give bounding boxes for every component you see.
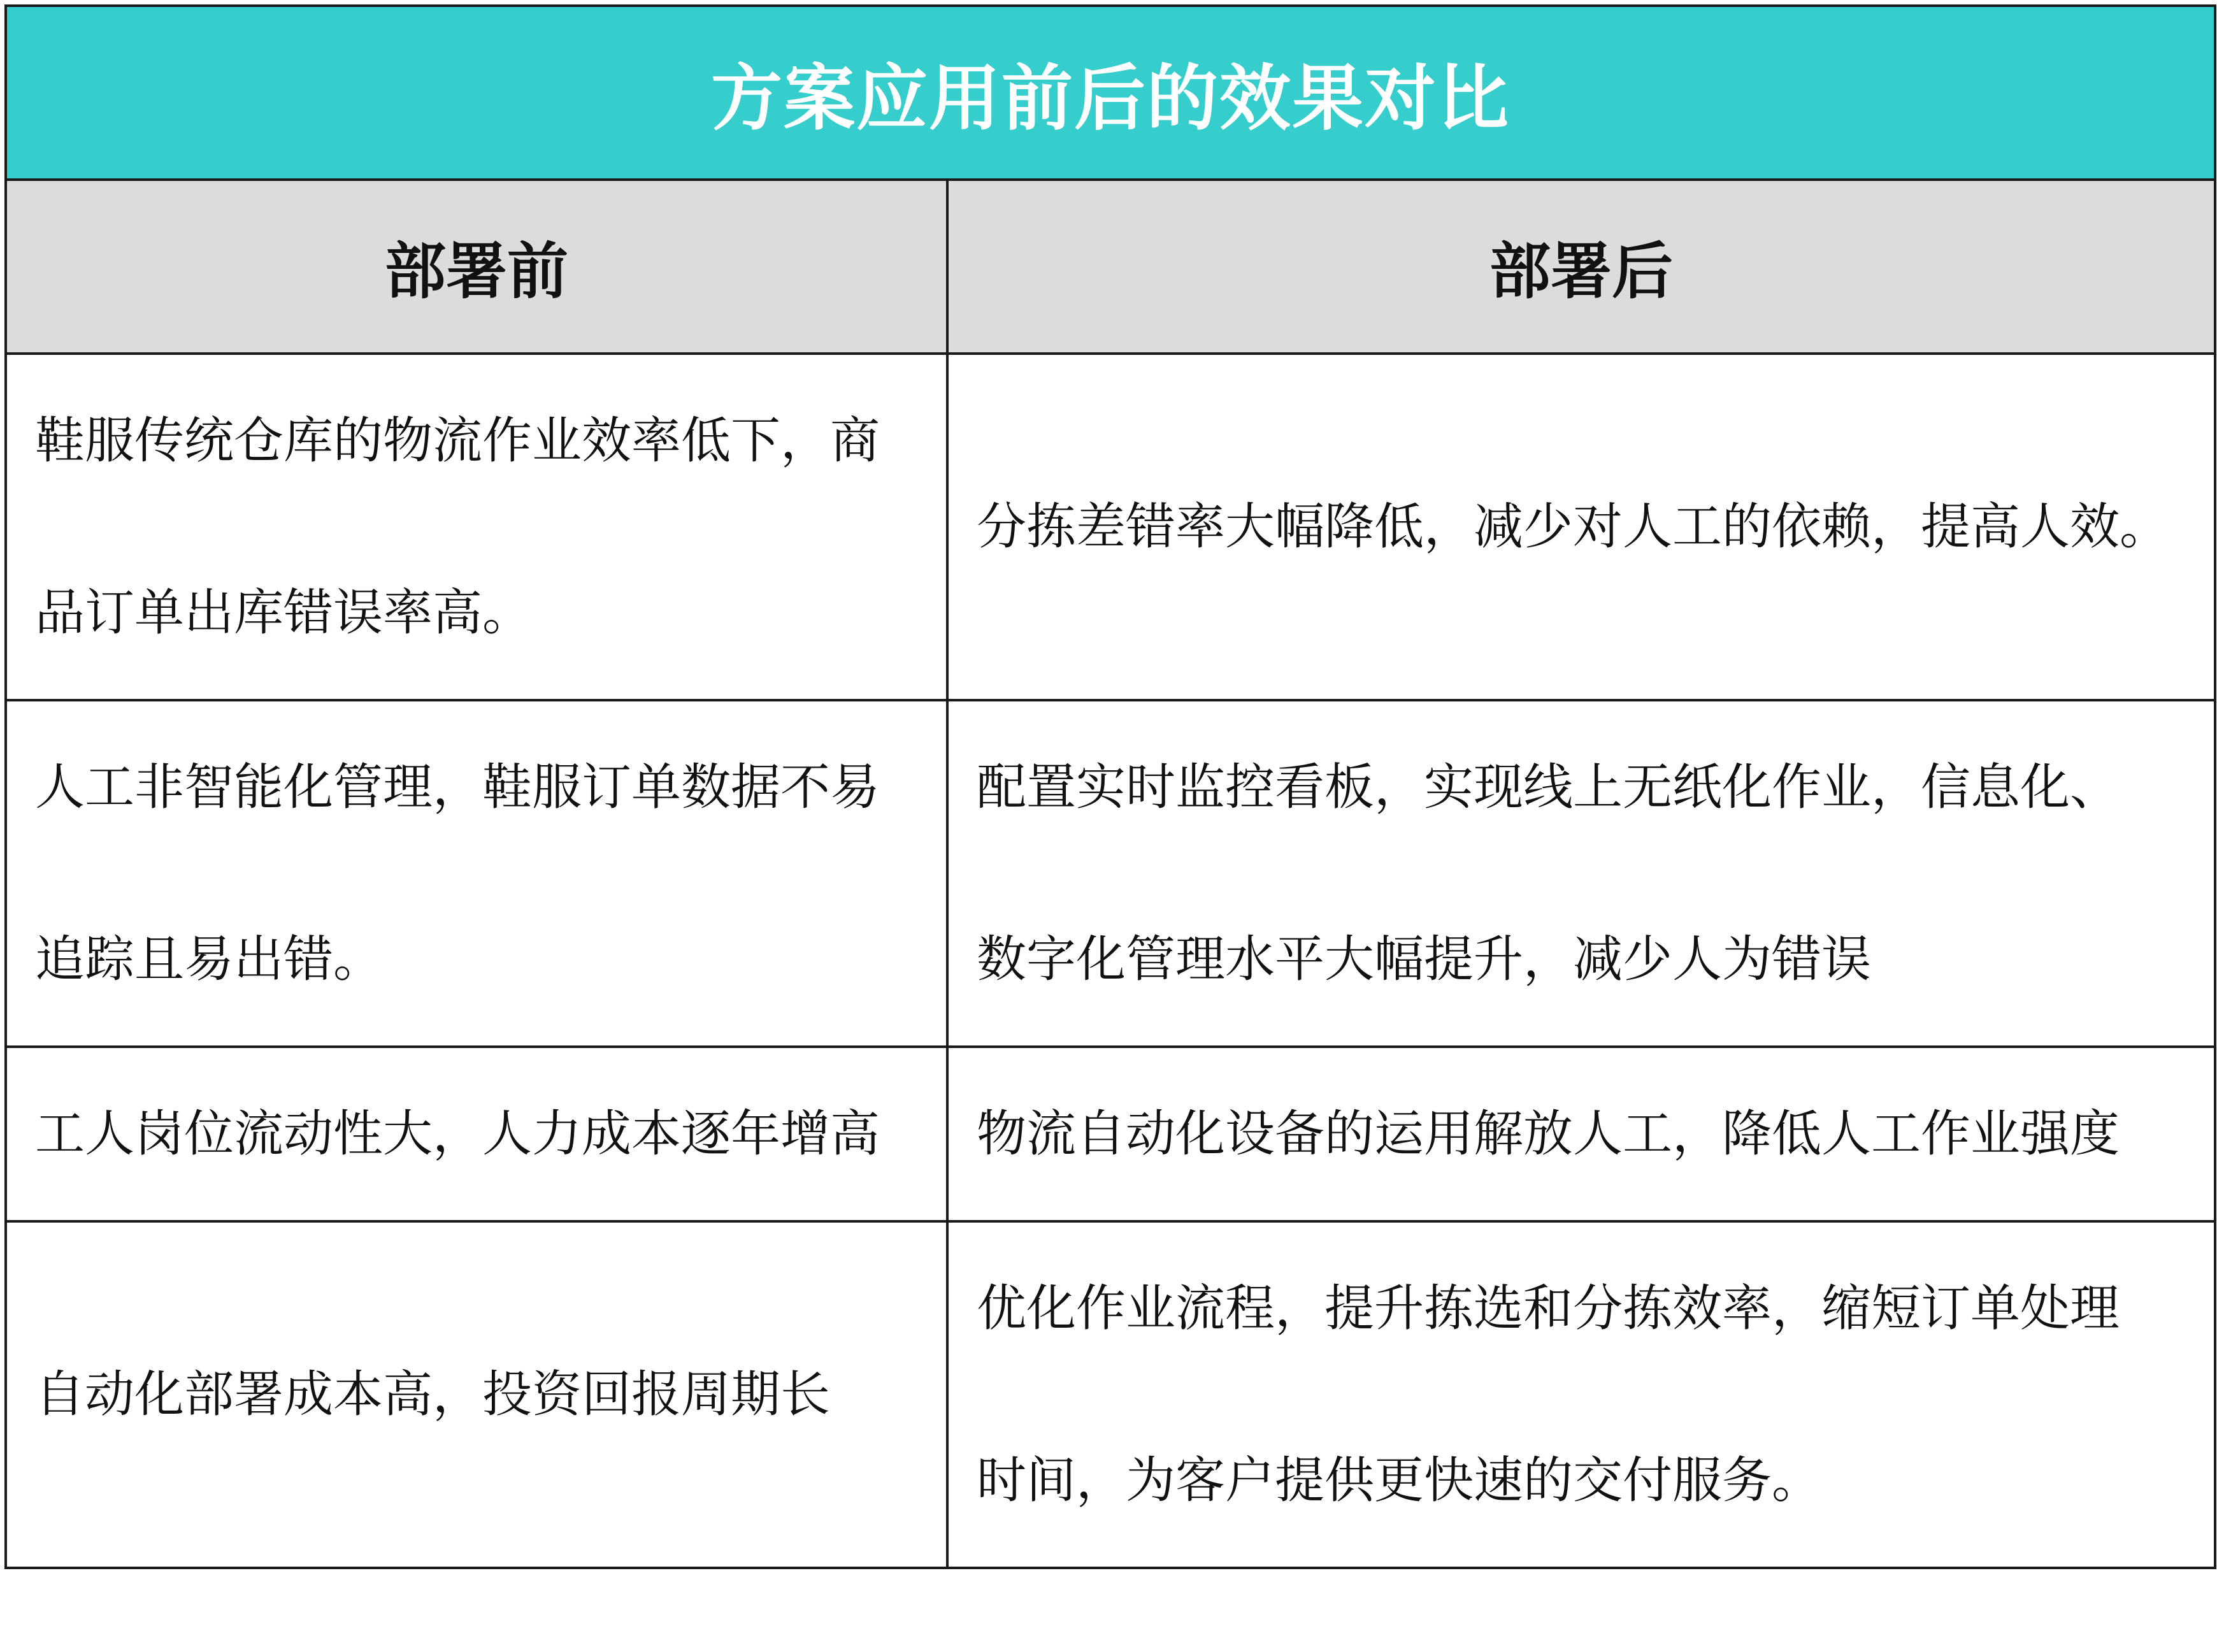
cell-after-text: 配置实时监控看板，实现线上无纸化作业，信息化、 数字化管理水平大幅提升，减少人为错误: [977, 759, 2120, 988]
comparison-table-container: [4, 4, 2214, 1569]
cell-before-text: 自动化部署成本高，投资回报周期长: [35, 1366, 831, 1423]
cell-after-text: 分拣差错率大幅降低，减少对人工的依赖，提高人效。: [977, 498, 2170, 556]
cell-after: [947, 700, 2215, 1047]
cell-after: [947, 1047, 2215, 1221]
header-after: 部署后: [947, 180, 2215, 354]
table-row: [6, 1047, 2215, 1221]
cell-after: [947, 354, 2215, 700]
cell-after-text: 物流自动化设备的运用解放人工，降低人工作业强度: [977, 1105, 2120, 1163]
cell-before: [6, 700, 947, 1047]
header-before: 部署前: [6, 180, 947, 354]
table-row: [6, 1221, 2215, 1568]
cell-before-text: 鞋服传统仓库的物流作业效率低下，商 品订单出库错误率高。: [35, 412, 880, 642]
cell-before: [6, 354, 947, 700]
cell-before-text: 人工非智能化管理，鞋服订单数据不易 追踪且易出错。: [35, 759, 880, 988]
cell-before: [6, 1221, 947, 1568]
cell-before: [6, 1047, 947, 1221]
table-row: [6, 700, 2215, 1047]
table-title: 方案应用前后的效果对比: [6, 6, 2215, 180]
cell-after: [947, 1221, 2215, 1568]
header-row: [6, 180, 2215, 354]
cell-after-text: 优化作业流程，提升拣选和分拣效率，缩短订单处理 时间，为客户提供更快速的交付服务。: [977, 1280, 2120, 1509]
title-row: [6, 6, 2215, 180]
cell-before-text: 工人岗位流动性大，人力成本逐年增高: [35, 1105, 880, 1163]
comparison-table: [4, 4, 2216, 1569]
table-row: [6, 354, 2215, 700]
